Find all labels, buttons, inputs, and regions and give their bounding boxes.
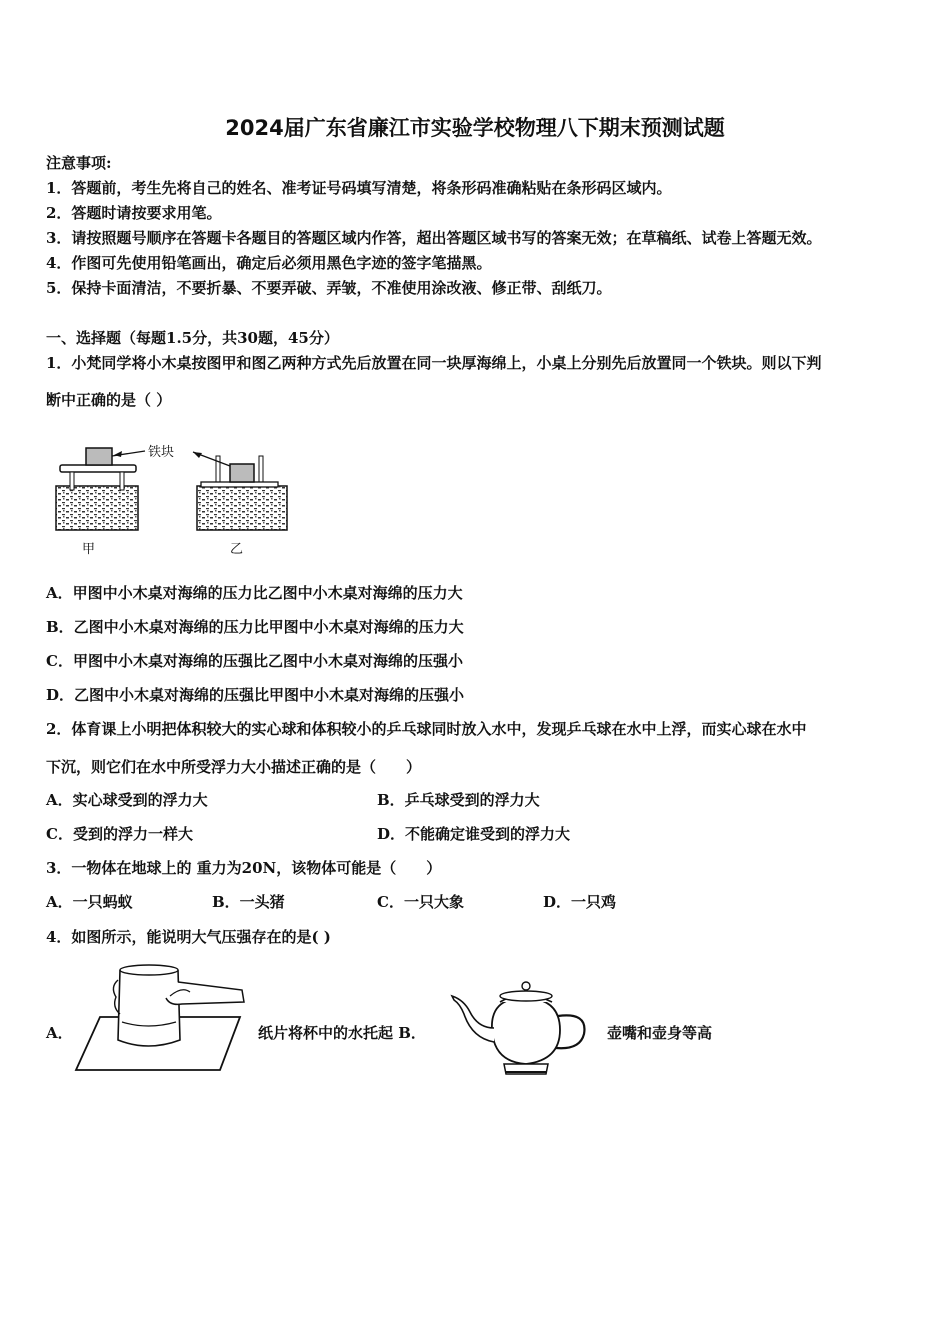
q2-option-c[interactable]: C．受到的浮力一样大 bbox=[46, 825, 193, 843]
q3-option-c[interactable]: C．一只大象 bbox=[377, 893, 464, 911]
figure-label-jia: 甲 bbox=[82, 542, 96, 557]
page-title: 2024届广东省廉江市实验学校物理八下期末预测试题 bbox=[225, 116, 725, 140]
q1-option-b[interactable]: B．乙图中小木桌对海绵的压力比甲图中小木桌对海绵的压力大 bbox=[46, 618, 464, 636]
q4-option-b-text[interactable]: 壶嘴和壶身等高 bbox=[607, 1024, 713, 1042]
q2-option-a[interactable]: A．实心球受到的浮力大 bbox=[46, 791, 208, 809]
q2-option-b[interactable]: B．乒乓球受到的浮力大 bbox=[377, 791, 540, 809]
q2-option-d[interactable]: D．不能确定谁受到的浮力大 bbox=[377, 825, 571, 843]
q1-stem-cont: 断中正确的是（ ） bbox=[46, 391, 172, 409]
q2-stem: 2．体育课上小明把体积较大的实心球和体积较小的乒乓球同时放入水中，发现乒乓球在水中上浮，而实心球在水中 bbox=[46, 720, 807, 738]
notice-item: 5．保持卡面清洁，不要折暴、不要弄破、弄皱，不准使用涂改液、修正带、刮纸刀。 bbox=[46, 279, 612, 297]
q3-option-b[interactable]: B．一头猪 bbox=[212, 893, 285, 911]
q4-option-a-letter[interactable]: A． bbox=[46, 1024, 73, 1042]
q3-stem: 3．一物体在地球上的 重力为20N，该物体可能是（ ） bbox=[46, 859, 442, 877]
notice-item: 2．答题时请按要求用笔。 bbox=[46, 204, 222, 222]
q4-option-a-text[interactable]: 纸片将杯中的水托起 B． bbox=[258, 1024, 426, 1042]
cup-paper-figure bbox=[70, 962, 248, 1074]
figure-jia bbox=[56, 448, 145, 530]
figure-label-yi: 乙 bbox=[230, 542, 244, 557]
q1-option-c[interactable]: C．甲图中小木桌对海绵的压强比乙图中小木桌对海绵的压强小 bbox=[46, 652, 463, 670]
figure-yi bbox=[193, 452, 287, 530]
q3-option-d[interactable]: D．一只鸡 bbox=[543, 893, 617, 911]
notice-heading: 注意事项: bbox=[46, 154, 112, 172]
iron-block-label: 铁块 bbox=[148, 445, 175, 460]
q2-stem-cont: 下沉，则它们在水中所受浮力大小描述正确的是（ ） bbox=[46, 758, 422, 776]
q3-option-a[interactable]: A．一只蚂蚁 bbox=[46, 893, 133, 911]
q1-option-d[interactable]: D．乙图中小木桌对海绵的压强比甲图中小木桌对海绵的压强小 bbox=[46, 686, 465, 704]
notice-item: 4．作图可先使用铅笔画出，确定后必须用黑色字迹的签字笔描黑。 bbox=[46, 254, 492, 272]
q1-stem: 1．小梵同学将小木桌按图甲和图乙两种方式先后放置在同一块厚海绵上，小桌上分别先后放置同一个铁块。则以下判 bbox=[46, 354, 822, 372]
section-heading: 一、选择题（每题1.5分，共30题，45分） bbox=[46, 329, 339, 347]
teapot-figure bbox=[448, 972, 598, 1080]
notice-item: 1．答题前，考生先将自己的姓名、准考证号码填写清楚，将条形码准确粘贴在条形码区域内。 bbox=[46, 179, 672, 197]
q4-stem: 4．如图所示，能说明大气压强存在的是( ) bbox=[46, 928, 331, 946]
notice-item: 3．请按照题号顺序在答题卡各题目的答题区域内作答，超出答题区域书写的答案无效；在草稿纸、试卷上答题无效。 bbox=[46, 229, 822, 247]
q1-option-a[interactable]: A．甲图中小木桌对海绵的压力比乙图中小木桌对海绵的压力大 bbox=[46, 584, 463, 602]
